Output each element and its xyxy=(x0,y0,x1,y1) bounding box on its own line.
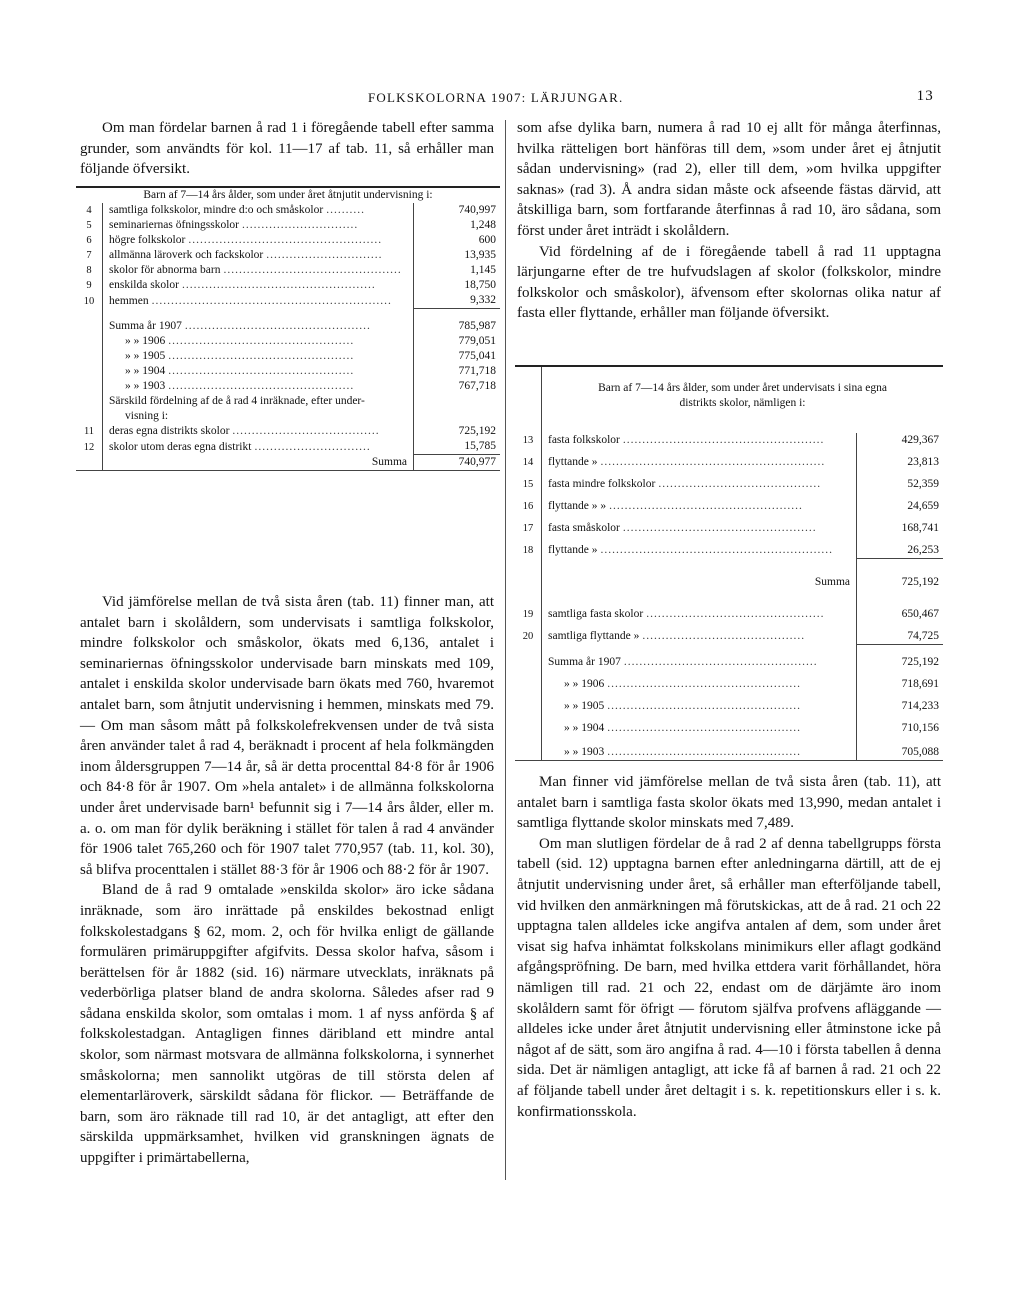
row-number: 10 xyxy=(76,293,103,309)
row-label: fasta småskolor .................................................. xyxy=(548,522,817,534)
row-value: 13,935 xyxy=(414,248,501,263)
column-divider xyxy=(505,120,506,1180)
row-value: 15,785 xyxy=(414,439,501,455)
row-number: 8 xyxy=(76,263,103,278)
table-row xyxy=(76,319,500,334)
summa-label: Summa xyxy=(103,455,414,471)
left-intro-paragraph: Om man fördelar barnen å rad 1 i föregående tabell efter samma grunder, som användts för kol. 11—17 af tab. 11, så erhåller man följande öfversikt. xyxy=(80,120,494,178)
sum-value: 771,718 xyxy=(414,364,501,379)
right-paragraph-1: Man finner vid jämförelse mellan de två sista åren (tab. 11), att antalet barn i samtliga fasta skolor ökats med 13,990, medan antalet i samtliga flyttande skolor minskats med 7,489. xyxy=(517,774,941,832)
sum-value: 725,192 xyxy=(857,644,944,670)
table-row xyxy=(515,670,943,692)
row-label: flyttande » » .................................................. xyxy=(548,500,803,512)
right-intro-paragraph-2: Vid fördelning af de i föregående tabell å rad 11 upptagna lärjungarne efter de tre hufvudslagen af skolor (folkskolor, mindre folkskolor och småskolor), äfvensom efter skolornas olika natur af fasta eller flyttande, erhåller man följande öfversikt. xyxy=(517,243,941,322)
row-label: skolor för abnorma barn .............................................. xyxy=(109,264,402,276)
table-row xyxy=(515,736,943,760)
row-label: flyttande » .......................................................... xyxy=(548,456,826,468)
page-number: 13 xyxy=(916,88,934,104)
sum-value: 710,156 xyxy=(857,714,944,736)
right-column xyxy=(517,118,941,324)
row-value: 26,253 xyxy=(857,536,944,558)
table-row xyxy=(515,536,943,558)
sum-value: 705,088 xyxy=(857,736,944,760)
table-row xyxy=(76,218,500,233)
row-value: 1,145 xyxy=(414,263,501,278)
table-row xyxy=(515,492,943,514)
sum-label: Summa år 1907 ................................................ xyxy=(109,320,371,332)
left-column xyxy=(80,118,494,180)
row-label: högre folkskolor .................................................. xyxy=(109,234,383,246)
row-value: 52,359 xyxy=(857,470,944,492)
row-number: 11 xyxy=(76,424,103,439)
row-value: 1,248 xyxy=(414,218,501,233)
row-value: 18,750 xyxy=(414,278,501,293)
row-value: 650,467 xyxy=(857,600,944,622)
table-row xyxy=(76,293,500,309)
left-table xyxy=(76,186,500,471)
table-row xyxy=(515,622,943,644)
table-row xyxy=(76,263,500,278)
right-table xyxy=(515,365,943,761)
table-row xyxy=(515,692,943,714)
table-row xyxy=(76,334,500,349)
row-number: 14 xyxy=(515,448,542,470)
row-number: 5 xyxy=(76,218,103,233)
sum-value: 714,233 xyxy=(857,692,944,714)
row-label: samtliga folkskolor, mindre d:o och småskolor .......... xyxy=(109,204,365,216)
table-row xyxy=(515,514,943,536)
page-header xyxy=(0,88,1024,108)
row-value: 168,741 xyxy=(857,514,944,536)
table-row xyxy=(76,349,500,364)
right-intro-paragraph: som afse dylika barn, numera å rad 10 ej allt för många återfinnas, hvilka rätteligen bort hänföras till dem, »som under året ej åtnjutit sådan undervisning» (rad 2), eller till dem, »om hvilka uppgifter saknas» (rad 3). Å andra sidan måste ock afseende fästas därvid, att åtskilliga barn, som fortfarande återfinnas å rad 10, äro sådana, som först under året inträdt i skolåldern. xyxy=(517,120,941,239)
table-row xyxy=(76,203,500,218)
row-value: 23,813 xyxy=(857,448,944,470)
row-number: 9 xyxy=(76,278,103,293)
row-label: samtliga flyttande » .......................................... xyxy=(548,630,806,642)
row-label: seminariernas öfningsskolor .............................. xyxy=(109,219,359,231)
table-row xyxy=(515,433,943,448)
right-column-body xyxy=(517,772,941,1122)
row-number: 20 xyxy=(515,622,542,644)
table-row xyxy=(515,714,943,736)
sum-value: 785,987 xyxy=(414,319,501,334)
sub-heading-cont: visning i: xyxy=(125,410,169,422)
summa-value: 725,192 xyxy=(857,558,944,590)
row-number: 15 xyxy=(515,470,542,492)
running-title: FOLKSKOLORNA 1907: LÄRJUNGAR. xyxy=(368,90,624,105)
row-label: allmänna läroverk och fackskolor .............................. xyxy=(109,249,383,261)
sum-label: » » 1903 ................................................ xyxy=(125,380,355,392)
summa-value: 740,977 xyxy=(414,455,501,471)
row-value: 725,192 xyxy=(414,424,501,439)
sum-label: Summa år 1907 .................................................. xyxy=(548,656,818,668)
table-row xyxy=(515,600,943,622)
table-row xyxy=(515,448,943,470)
row-number: 17 xyxy=(515,514,542,536)
sum-label: » » 1905 ................................................ xyxy=(125,350,355,362)
row-label: deras egna distrikts skolor ...................................... xyxy=(109,425,380,437)
sum-label: » » 1905 .................................................. xyxy=(564,700,801,712)
row-number: 18 xyxy=(515,536,542,558)
row-label: skolor utom deras egna distrikt .............................. xyxy=(109,440,371,453)
right-table-caption-1: Barn af 7—14 års ålder, som under året undervisats i sina egna xyxy=(598,382,887,394)
row-number: 19 xyxy=(515,600,542,622)
row-value: 740,997 xyxy=(414,203,501,218)
row-label: fasta mindre folkskolor .......................................... xyxy=(548,478,822,490)
sum-label: » » 1904 ................................................ xyxy=(125,365,355,377)
table-row xyxy=(76,248,500,263)
table-row xyxy=(515,470,943,492)
row-number: 4 xyxy=(76,203,103,218)
table-row xyxy=(76,233,500,248)
sum-label: » » 1903 .................................................. xyxy=(542,736,857,760)
sum-value: 718,691 xyxy=(857,670,944,692)
sum-value: 775,041 xyxy=(414,349,501,364)
row-number: 13 xyxy=(515,433,542,448)
table-row xyxy=(515,644,943,670)
row-number: 7 xyxy=(76,248,103,263)
sum-label: » » 1904 .................................................. xyxy=(564,722,801,734)
right-table-caption-2: distrikts skolor, nämligen i: xyxy=(679,397,806,409)
table-row xyxy=(76,424,500,439)
row-value: 74,725 xyxy=(857,622,944,644)
row-label: flyttande » ............................................................ xyxy=(548,544,833,556)
table-row xyxy=(76,379,500,394)
table-row xyxy=(76,364,500,379)
row-number: 12 xyxy=(76,439,103,455)
sub-heading: Särskild fördelning af de å rad 4 inräknade, efter under- xyxy=(109,395,365,407)
left-paragraph-2: Bland de å rad 9 omtalade »enskilda skolor» äro icke sådana inräknade, som äro inrättade på enskildes bekostnad enligt folkskolestadgans § 62, mom. 2, och för hvilka enligt de gällande formulären primäruppgifter afgifvits. Dessa skolor hafva, såsom i berättelsen för år 1882 (sid. 16) närmare utvecklats, inräknats på vederbörliga platser bland de andra skolorna. Således afser rad 9 sådana enskilda skolor, som omtalas i mom. 1 af nyss anförda § af folkskolestadgan. Antagligen finnes däribland ett mindre antal skolor, som närmast motsvara de allmänna folkskolorna, i synnerhet småskolorna; men sannolikt utgöras de till största delen af elementarläroverk, särskildt sådana för flickor. — Beträffande de barn, som äro räknade till rad 10, är det antagligt, att efter den särskilda uppmärksamhet, hvilken vid granskningen ägnats de uppgifter i primärtabellerna, xyxy=(80,882,494,1167)
row-value: 429,367 xyxy=(857,433,944,448)
row-number: 16 xyxy=(515,492,542,514)
sum-value: 767,718 xyxy=(414,379,501,394)
row-label: hemmen .............................................................. xyxy=(109,294,392,307)
row-label: samtliga fasta skolor .............................................. xyxy=(548,608,825,620)
table-row xyxy=(76,439,500,455)
left-table-caption: Barn af 7—14 års ålder, som under året åtnjutit undervisning i: xyxy=(143,189,433,201)
table-row xyxy=(76,278,500,293)
row-value: 9,332 xyxy=(414,293,501,309)
left-column-body xyxy=(80,592,494,1169)
row-value: 24,659 xyxy=(857,492,944,514)
summa-label: Summa xyxy=(814,576,850,588)
sum-label: » » 1906 .................................................. xyxy=(564,678,801,690)
sum-value: 779,051 xyxy=(414,334,501,349)
row-label: enskilda skolor .................................................. xyxy=(109,279,376,291)
right-paragraph-2: Om man slutligen fördelar de å rad 2 af denna tabellgrupps första tabell (sid. 12) upptagna barnen efter anledningarna därtill, att de ej åtnjutit undervisning under året, så erhåller man efterföljande tabell, vid hvilken den anmärkningen må förutskickas, att de å rad. 21 och 22 upptagna talen alldeles icke angifva antalen af dem, som under året visat sig hafva inhämtat folkskolans minimikurs eller aflagt godkänd afgångspröfning. De barn, med hvilka ettdera varit förhållandet, höra nämligen till rad. 21 och 22, endast om de därjämte äro inom skolåldern samt för öfrigt — förutom själfva profvens afläggande — alldeles icke under året åtnjutit undervisning eller åtminstone icke på något af de sätt, som äro angifna å rad. 4—10 i första tabellen å denna sida. Det är nämligen antagligt, att icke få af barnen å rad. 21 och 22 af följande tabell under året deltagit i s. k. repetitionskurs eller i s. k. konfirmationsskola. xyxy=(517,835,941,1120)
sum-label: » » 1906 ................................................ xyxy=(125,335,355,347)
left-paragraph-1: Vid jämförelse mellan de två sista åren (tab. 11) finner man, att antalet barn i skolåldern, som undervisats i samtliga folkskolor, mindre folkskolor och småskolor, ökats med 6,136, antalet i seminariernas öfningsskolor undervisade barn minskats med 109, antalet i enskilda skolor undervisade barn ökats med 760, hvaremot antalet barn, som åtnjutit undervisning i hemmen, minskats med 79. — Om man såsom mått på folkskolefrekvensen under de två sista åren använder talet å rad 4, beräknadt i procent af hela folkmängden inom åldersgruppen 7—14 år, så är detta procenttal 84·8 för år 1906 och 84·8 för år 1907. Om »hela antalet» i de allmänna folkskolorna under året undervisade barn¹ befunnit sig i 7—14 års ålder, eller m. a. o. om man för dylik beräkning i stället för talen å rad 4 använder för 1906 talet 765,260 och för 1907 talet 770,957 (tab. 11, kol. 30), så blifva procenttalen i stället 88·3 för år 1906 och 88·2 för år 1907. xyxy=(80,594,494,878)
row-number: 6 xyxy=(76,233,103,248)
row-value: 600 xyxy=(414,233,501,248)
row-label: fasta folkskolor .................................................... xyxy=(548,434,825,446)
